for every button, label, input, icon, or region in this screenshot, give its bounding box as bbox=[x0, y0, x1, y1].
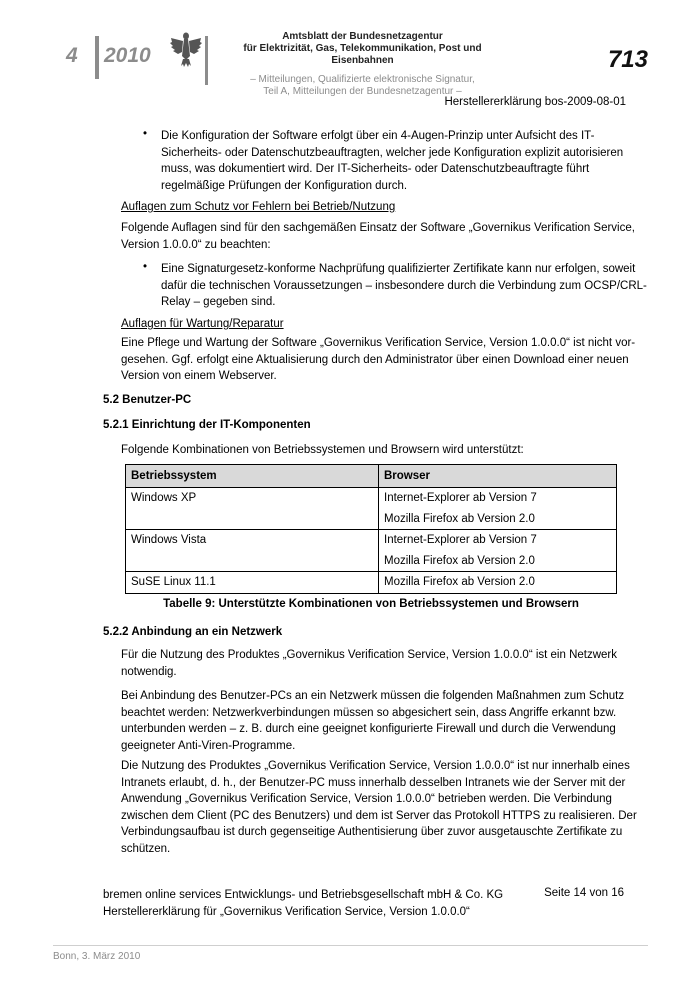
text-line: Eine Pflege und Wartung der Software „Governikus Verification Service, Version 1.0.0.0“ ist nicht vor- bbox=[121, 337, 636, 349]
paragraph bbox=[121, 647, 617, 680]
text-line: gesehen. Ggf. erfolgt eine Aktualisierung durch den Administrator über einen Download einer neuen bbox=[121, 353, 629, 366]
bullet-symbol: • bbox=[143, 261, 148, 273]
paragraph bbox=[121, 758, 637, 858]
issue-number: 4 bbox=[66, 44, 78, 67]
os-cell: Windows Vista bbox=[126, 530, 379, 572]
subsection-heading: Auflagen zum Schutz vor Fehlern bei Betrieb/Nutzung bbox=[121, 201, 396, 213]
text-line: Relay – gegeben sind. bbox=[161, 296, 276, 309]
text-line: Version von einem Webserver. bbox=[121, 370, 277, 383]
table-header-row bbox=[126, 465, 617, 488]
text-line: schützen. bbox=[121, 842, 171, 855]
publication-header bbox=[215, 31, 510, 98]
text-line: zwischen dem Client (PC des Benutzers) und dem ist Server das Protokoll HTTPS zu realisieren. Der bbox=[121, 809, 637, 822]
column-header: Betriebssystem bbox=[126, 465, 379, 488]
browser-cell: Mozilla Firefox ab Version 2.0 bbox=[379, 572, 617, 594]
os-cell: SuSE Linux 11.1 bbox=[126, 572, 379, 594]
text-line: beachtet werden: Netzwerkverbindungen müssen so abgesichert sein, dass Angriffe erkannt bzw. bbox=[121, 706, 617, 719]
paragraph bbox=[121, 220, 635, 253]
publication-subtitle: für Elektrizität, Gas, Telekommunikation, Post und Eisenbahnen bbox=[243, 43, 482, 66]
document-reference: Herstellererklärung bos-2009-08-01 bbox=[444, 96, 626, 108]
text-line: muss, was dokumentiert wird. Der IT-Sicherheits- oder Datenschutzbeauftragte führt bbox=[161, 163, 590, 176]
federal-eagle-icon bbox=[168, 30, 204, 70]
page-number: 713 bbox=[607, 46, 648, 73]
text-line: Folgende Auflagen sind für den sachgemäßen Einsatz der Software „Governikus Verification Service, bbox=[121, 222, 635, 234]
footer-page-count: Seite 14 von 16 bbox=[544, 887, 624, 899]
os-cell: Windows XP bbox=[126, 488, 379, 530]
publication-title: Amtsblatt der Bundesnetzagentur bbox=[282, 31, 443, 42]
text-line: Sicherheits- oder Datenschutzbeauftragten, welcher jede Konfiguration explizit autorisieren bbox=[161, 146, 624, 159]
page-footer bbox=[103, 887, 503, 921]
browser-cell: Internet-Explorer ab Version 7 Mozilla Firefox ab Version 2.0 bbox=[379, 488, 617, 530]
text-line: Die Nutzung des Produktes „Governikus Verification Service, Version 1.0.0.0“ ist nur innerhalb eines bbox=[121, 760, 630, 772]
os-browser-table bbox=[125, 464, 617, 594]
text-line: geeigneter Anti-Viren-Programme. bbox=[121, 739, 296, 752]
text-line: dafür die technischen Voraussetzungen – insbesondere durch die Verbindung zum OCSP/CRL- bbox=[161, 279, 647, 292]
text-line: Eine Signaturgesetz-konforme Nachprüfung qualifizierter Zertifikate kann nur erfolgen, soweit bbox=[161, 263, 636, 275]
section-heading: 5.2 Benutzer-PC bbox=[103, 394, 192, 406]
bullet-paragraph bbox=[161, 261, 647, 311]
table-row bbox=[126, 488, 617, 530]
text-line: Anwendung „Governikus Verification Service, Version 1.0.0.0“ betrieben werden. Die Verbindung bbox=[121, 793, 612, 806]
subsection-heading: Auflagen für Wartung/Reparatur bbox=[121, 318, 284, 330]
footer-divider bbox=[53, 945, 648, 946]
table-row bbox=[126, 530, 617, 572]
text-line: Die Konfiguration der Software erfolgt über ein 4-Augen-Prinzip unter Aufsicht des IT- bbox=[161, 130, 595, 142]
text-line: unterbunden werden – z. B. durch eine geeignet konfigurierte Firewall und durch die Verwendung bbox=[121, 723, 616, 736]
footer-declaration: Herstellererklärung für „Governikus Verification Service, Version 1.0.0.0“ bbox=[103, 906, 470, 918]
text-line: regelmäßige Prüfungen der Konfiguration durch. bbox=[161, 179, 408, 192]
header-divider bbox=[205, 36, 208, 85]
paragraph: Folgende Kombinationen von Betriebssystemen und Browsern wird unterstützt: bbox=[121, 444, 524, 456]
text-line: notwendig. bbox=[121, 665, 177, 678]
section-heading: 5.2.2 Anbindung an ein Netzwerk bbox=[103, 626, 283, 638]
text-line: Version 1.0.0.0“ zu beachten: bbox=[121, 238, 271, 251]
section-heading: 5.2.1 Einrichtung der IT-Komponenten bbox=[103, 419, 311, 431]
text-line: Verbindungsaufbau ist durch gegenseitige Authentisierung über zuvor ausgetauschte Zertifikate zu bbox=[121, 826, 623, 839]
text-line: Bei Anbindung des Benutzer-PCs an ein Netzwerk müssen die folgenden Maßnahmen zum Schutz bbox=[121, 690, 625, 702]
paragraph bbox=[121, 335, 635, 385]
section-line: Teil A, Mitteilungen der Bundesnetzagentur – bbox=[263, 86, 462, 97]
browser-cell: Internet-Explorer ab Version 7 Mozilla Firefox ab Version 2.0 bbox=[379, 530, 617, 572]
bullet-paragraph bbox=[161, 128, 623, 194]
text-line: Intranets erlaubt, d. h., der Benutzer-PC muss innerhalb desselben Intranets wie der Server mit der bbox=[121, 776, 626, 789]
paragraph bbox=[121, 688, 624, 754]
section-line: – Mitteilungen, Qualifizierte elektronische Signatur, bbox=[250, 74, 475, 85]
header-divider bbox=[95, 36, 99, 79]
footer-date: Bonn, 3. März 2010 bbox=[53, 951, 141, 962]
table-caption: Tabelle 9: Unterstützte Kombinationen von Betriebssystemen und Browsern bbox=[163, 598, 579, 610]
text-line: Für die Nutzung des Produktes „Governikus Verification Service, Version 1.0.0.0“ ist ein Netzwerk bbox=[121, 649, 618, 661]
issue-year: 2010 bbox=[104, 44, 151, 67]
footer-company: bremen online services Entwicklungs- und Betriebsgesellschaft mbH & Co. KG bbox=[103, 889, 504, 901]
bullet-symbol: • bbox=[143, 128, 148, 140]
column-header: Browser bbox=[379, 465, 617, 488]
table-row bbox=[126, 572, 617, 594]
